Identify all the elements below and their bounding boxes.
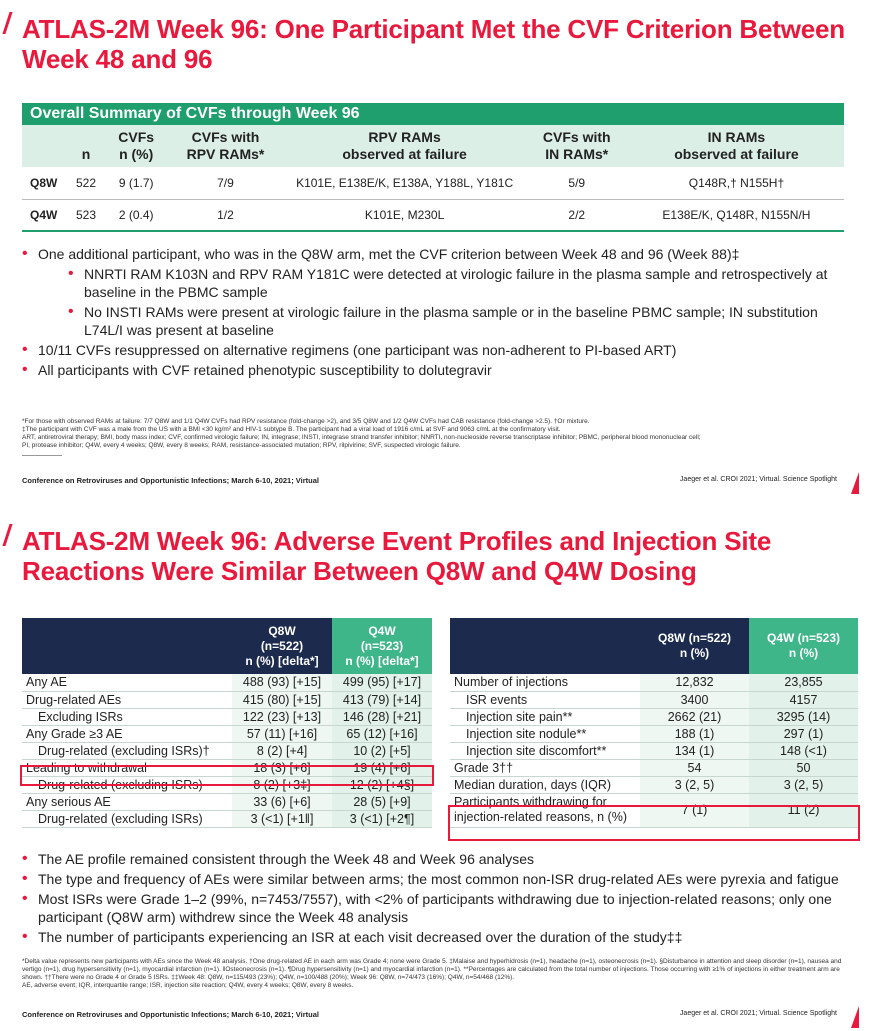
bullet: • All participants with CVF retained phenotypic susceptibility to dolutegravir <box>22 361 842 379</box>
table-row <box>22 708 432 725</box>
table-header-cell: n <box>66 125 106 167</box>
row-label: Excluding ISRs <box>22 708 232 725</box>
table-row <box>450 776 858 793</box>
q4w-value: 4157 <box>749 691 858 708</box>
footnote: AE, adverse event; IQR, interquartile range; ISR, injection site reaction; Q4W, every 4 weeks; Q8W, every 8 weeks. <box>22 982 354 989</box>
q4w-value: 50 <box>749 759 858 776</box>
bullet: • The type and frequency of AEs were similar between arms; the most common non-ISR drug-related AEs were pyrexia and fatigue <box>22 870 852 888</box>
footnote: ‡The participant with CVF was a male from the US with a BMI <30 kg/m² and HIV-1 subtype B. The participant had a viral load of 1916 c/mL at SVF and 9063 c/mL at the confirmatory visit. <box>22 426 561 433</box>
slide-2-title: ATLAS-2M Week 96: Adverse Event Profiles and Injection Site Reactions Were Similar Between Q8W and Q4W Dosing <box>22 526 772 586</box>
table-header-row <box>22 125 844 167</box>
conference-footer: Conference on Retroviruses and Opportunistic Infections; March 6-10, 2021; Virtual <box>22 476 320 485</box>
table-cell: 7/9 <box>166 167 284 199</box>
table-header-cell: CVFs with IN RAMs* <box>525 125 629 167</box>
row-label: Injection site nodule** <box>450 725 640 742</box>
row-label: Any serious AE <box>22 793 232 810</box>
table-cell: 523 <box>66 199 106 231</box>
slide-2-bullets <box>22 850 852 948</box>
row-label: Median duration, days (IQR) <box>450 776 640 793</box>
corner-accent <box>851 472 859 494</box>
q4w-value: 11 (2) <box>749 793 858 827</box>
q8w-value: 8 (2) [+3‡] <box>232 776 332 793</box>
table-row <box>22 199 844 231</box>
table-header-cell <box>22 125 66 167</box>
q4w-value: 65 (12) [+16] <box>332 725 432 742</box>
highlight-withdrawal-row <box>20 765 434 786</box>
table-cell: Q148R,† N155H† <box>629 167 844 199</box>
adverse-event-table <box>22 618 432 828</box>
table-row <box>450 742 858 759</box>
q8w-value: 3 (<1) [+1ǁ] <box>232 810 332 827</box>
table-header-cell <box>22 618 232 674</box>
table-row <box>22 725 432 742</box>
row-label: Drug-related AEs <box>22 691 232 708</box>
table-header-cell: CVFs n (%) <box>106 125 166 167</box>
q8w-value: 12,832 <box>640 674 749 691</box>
row-label: Leading to withdrawal <box>22 759 232 776</box>
row-label: Any AE <box>22 674 232 691</box>
q4w-value: 19 (4) [+6] <box>332 759 432 776</box>
bullet: • Most ISRs were Grade 1–2 (99%, n=7453/7557), with <2% of participants withdrawing due to injection-related reasons; only one participant (Q8W arm) withdrew since the Week 48 analysis <box>22 890 852 926</box>
table-header-cell <box>450 618 640 674</box>
q4w-value: 146 (28) [+21] <box>332 708 432 725</box>
table-cell: K101E, M230L <box>285 199 525 231</box>
q4w-value: 10 (2) [+5] <box>332 742 432 759</box>
q8w-value: 33 (6) [+6] <box>232 793 332 810</box>
table-cell: 9 (1.7) <box>106 167 166 199</box>
table-cell: 2/2 <box>525 199 629 231</box>
bullet: • The number of participants experiencing an ISR at each visit decreased over the duration of the study‡‡ <box>22 928 852 946</box>
table-row <box>22 793 432 810</box>
table-row <box>22 691 432 708</box>
footnote: *Delta value represents new participants with AEs since the Week 48 analysis. †One drug-related AE in each arm was Grade 4; none were Grade 5. ‡Malaise and hyperhidrosis (n=1), headache (n=1), osteonecrosis (n=1). §Disturbance in attention and sleep disorder (n=1), nausea and vertigo (n=1), drug hypersensitivity (n=1), myocardial infarction (n=1). ǁOsteonecrosis (n=1). ¶Drug hypersensitivity (n=1) and myocardial infarction (n=1). **Percentages are calculated from the total number of injections. Those occurring with ≥1% of injections in either treatment arm are shown. ††There were no Grade 4 or Grade 5 ISRs. ‡‡Week 48: Q8W, n=115/493 (23%); Q4W, n=100/488 (20%); Week 96: Q8W, n=74/473 (16%); Q4W, n=54/468 (12%). <box>22 958 842 981</box>
q4w-value: 499 (95) [+17] <box>332 674 432 691</box>
title-accent-mark <box>2 524 12 546</box>
slide-2 <box>0 510 877 1031</box>
injection-site-reaction-table <box>450 618 858 828</box>
citation-footer: Jaeger et al. CROI 2021; Virtual. Science Spotlight <box>679 1010 837 1017</box>
q4w-value: 3295 (14) <box>749 708 858 725</box>
row-label: Any Grade ≥3 AE <box>22 725 232 742</box>
q4w-value: 12 (2) [+4§] <box>332 776 432 793</box>
footnote: *For those with observed RAMs at failure: 7/7 Q8W and 1/1 Q4W CVFs had RPV resistance (fold-change >2), and 3/5 Q8W and 1/2 Q4W CVFs had CAB resistance (fold-change >2.5). †Or mixture. <box>22 418 590 425</box>
table-cell: 1/2 <box>166 199 284 231</box>
q8w-value: 134 (1) <box>640 742 749 759</box>
table-cell: 522 <box>66 167 106 199</box>
row-label: Drug-related (excluding ISRs) <box>22 810 232 827</box>
table-header-cell: Q4W (n=523) n (%) <box>749 618 858 674</box>
row-label: Drug-related (excluding ISRs)† <box>22 742 232 759</box>
row-label: Q8W <box>22 167 66 199</box>
q8w-value: 8 (2) [+4] <box>232 742 332 759</box>
row-label: Injection site discomfort** <box>450 742 640 759</box>
q8w-value: 488 (93) [+15] <box>232 674 332 691</box>
row-label: Participants withdrawing for injection-related reasons, n (%) <box>450 793 640 827</box>
slide-1 <box>0 0 877 500</box>
table-header-cell: Q8W (n=522) n (%) <box>640 618 749 674</box>
q4w-value: 3 (<1) [+2¶] <box>332 810 432 827</box>
table-header-cell: IN RAMs observed at failure <box>629 125 844 167</box>
q8w-value: 122 (23) [+13] <box>232 708 332 725</box>
sub-bullet: • No INSTI RAMs were present at virologic failure in the plasma sample or in the baseline PBMC sample; IN substitution L74L/I was present at baseline <box>68 303 842 339</box>
slide-1-bullets <box>22 245 842 381</box>
sub-bullet: • NNRTI RAM K103N and RPV RAM Y181C were detected at virologic failure in the plasma sample and retrospectively at baseline in the PBMC sample <box>68 265 842 301</box>
conference-footer: Conference on Retroviruses and Opportunistic Infections; March 6-10, 2021; Virtual <box>22 1010 320 1019</box>
q8w-value: 188 (1) <box>640 725 749 742</box>
q8w-value: 2662 (21) <box>640 708 749 725</box>
row-label: Drug-related (excluding ISRs) <box>22 776 232 793</box>
table-row <box>22 810 432 827</box>
row-label: Grade 3†† <box>450 759 640 776</box>
q4w-value: 28 (5) [+9] <box>332 793 432 810</box>
table-row <box>450 674 858 691</box>
footnote: ART, antiretroviral therapy; BMI, body mass index; CVF, confirmed virologic failure; IN, integrase; INSTI, integrase strand transfer inhibitor; NNRTI, non-nucleoside reverse transcriptase inhibitor; PBMC, peripheral blood mononuclear cell; <box>22 434 701 441</box>
title-accent-mark <box>2 12 12 34</box>
q4w-value: 148 (<1) <box>749 742 858 759</box>
table-header-cell: Q8W (n=522) n (%) [delta*] <box>232 618 332 674</box>
table-row <box>450 759 858 776</box>
table-row <box>22 674 432 691</box>
q8w-value: 7 (1) <box>640 793 749 827</box>
highlight-injection-withdrawal-row <box>448 805 860 841</box>
q4w-value: 297 (1) <box>749 725 858 742</box>
table-cell: 5/9 <box>525 167 629 199</box>
table-row <box>450 725 858 742</box>
q4w-value: 23,855 <box>749 674 858 691</box>
footnote: PI, protease inhibitor; Q4W, every 4 weeks; Q8W, every 8 weeks; RAM, resistance-associated mutation; RPV, rilpivirine; SVF, suspected virologic failure. <box>22 442 461 449</box>
bullet: • The AE profile remained consistent through the Week 48 and Week 96 analyses <box>22 850 852 868</box>
cvf-summary-table <box>22 103 844 232</box>
table-row <box>450 691 858 708</box>
q8w-value: 54 <box>640 759 749 776</box>
row-label: Number of injections <box>450 674 640 691</box>
table-header-cell: RPV RAMs observed at failure <box>285 125 525 167</box>
table-caption: Overall Summary of CVFs through Week 96 <box>22 103 844 125</box>
table-row <box>22 742 432 759</box>
bullet: • 10/11 CVFs resuppressed on alternative regimens (one participant was non-adherent to PI-based ART) <box>22 341 842 359</box>
slide-divider <box>0 500 877 510</box>
q8w-value: 3400 <box>640 691 749 708</box>
row-label: Q4W <box>22 199 66 231</box>
table-cell: K101E, E138E/K, E138A, Y188L, Y181C <box>285 167 525 199</box>
citation-footer: Jaeger et al. CROI 2021; Virtual. Science Spotlight <box>679 476 837 483</box>
row-label: ISR events <box>450 691 640 708</box>
footnote-divider <box>22 455 62 456</box>
corner-accent <box>851 1006 859 1028</box>
q4w-value: 413 (79) [+14] <box>332 691 432 708</box>
row-label: Injection site pain** <box>450 708 640 725</box>
table-header-cell: Q4W (n=523) n (%) [delta*] <box>332 618 432 674</box>
bullet: • One additional participant, who was in the Q8W arm, met the CVF criterion between Week 48 and 96 (Week 88)‡ <box>22 245 842 263</box>
table-row <box>450 708 858 725</box>
q8w-value: 415 (80) [+15] <box>232 691 332 708</box>
table-cell: E138E/K, Q148R, N155N/H <box>629 199 844 231</box>
table-cell: 2 (0.4) <box>106 199 166 231</box>
q4w-value: 3 (2, 5) <box>749 776 858 793</box>
table-header-cell: CVFs with RPV RAMs* <box>166 125 284 167</box>
slide-1-title: ATLAS-2M Week 96: One Participant Met the CVF Criterion Between Week 48 and 96 <box>22 14 845 74</box>
q8w-value: 3 (2, 5) <box>640 776 749 793</box>
q8w-value: 18 (3) [+6] <box>232 759 332 776</box>
table-row <box>22 167 844 199</box>
q8w-value: 57 (11) [+16] <box>232 725 332 742</box>
